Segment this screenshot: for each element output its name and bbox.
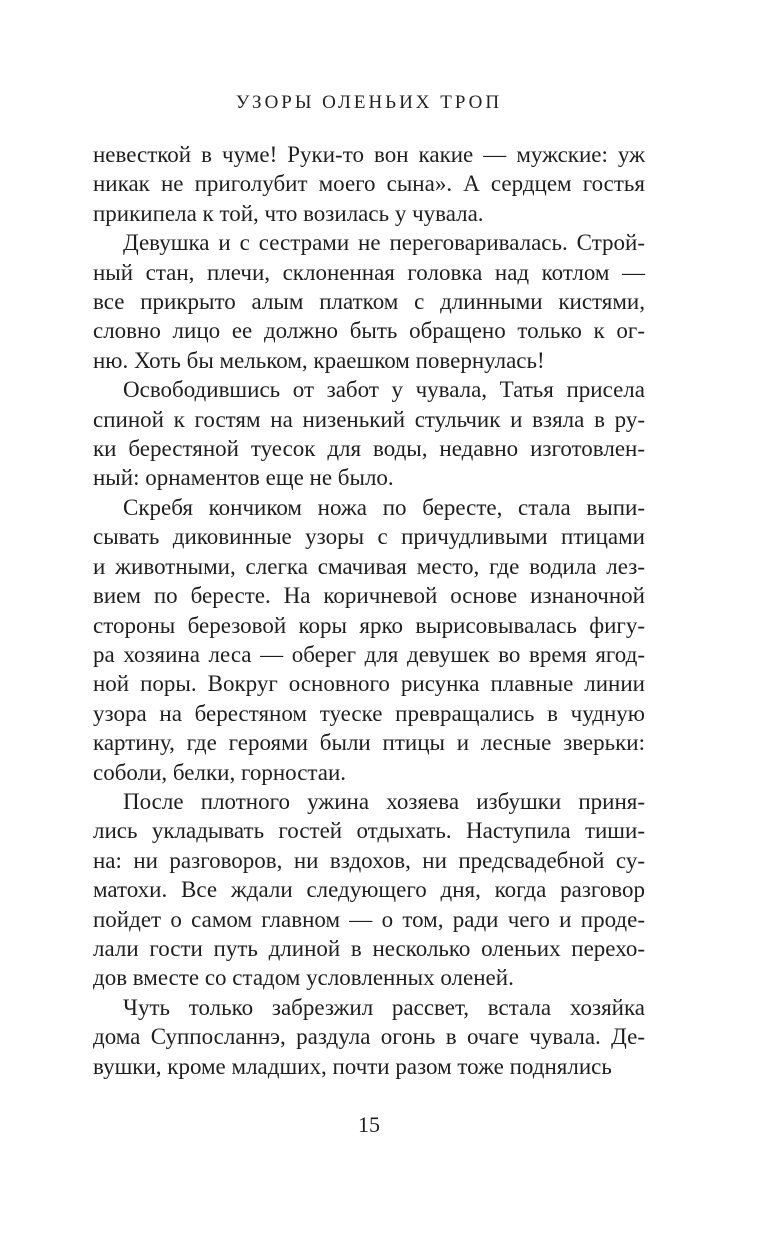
text-line: словно лицо ее должно быть обращено только к ог- bbox=[93, 318, 645, 344]
text-line: Чуть только забрезжил рассвет, встала хозяйка bbox=[123, 994, 645, 1020]
text-line: Скребя кончиком ножа по бересте, стала выпи- bbox=[123, 494, 645, 520]
text-line: дов вместе со стадом условленных оленей. bbox=[93, 965, 514, 991]
text-line: на: ни разговоров, ни вздохов, ни предсвадебной су- bbox=[93, 847, 645, 873]
text-line: все прикрыто алым платком с длинными кистями, bbox=[93, 289, 645, 315]
text-line: ный: орнаментов еще не было. bbox=[93, 465, 394, 491]
text-block bbox=[93, 140, 645, 1081]
paragraph bbox=[93, 140, 645, 228]
text-line: соболи, белки, горностаи. bbox=[93, 759, 347, 785]
text-line: пойдет о самом главном — о том, ради чего и проде- bbox=[93, 906, 645, 932]
text-line: прикипела к той, что возилась у чувала. bbox=[93, 200, 484, 226]
text-line: лали гости путь длиной в несколько оленьих перехо- bbox=[93, 935, 645, 961]
text-line: ню. Хоть бы мельком, краешком повернулась! bbox=[93, 347, 545, 373]
paragraph bbox=[93, 787, 645, 993]
paragraph bbox=[93, 993, 645, 1081]
text-line: ной поры. Вокруг основного рисунка плавные линии bbox=[93, 671, 645, 697]
text-line: матохи. Все ждали следующего дня, когда разговор bbox=[93, 877, 645, 903]
paragraph bbox=[93, 493, 645, 787]
text-line: дома Суппосланнэ, раздула огонь в очаге чувала. Де- bbox=[93, 1024, 645, 1050]
text-line: Девушка и с сестрами не переговаривалась. Строй- bbox=[123, 230, 645, 256]
text-line: сывать диковинные узоры с причудливыми птицами bbox=[93, 524, 645, 550]
text-line: спиной к гостям на низенький стульчик и взяла в ру- bbox=[93, 406, 645, 432]
text-line: ный стан, плечи, склоненная головка над котлом — bbox=[93, 259, 645, 285]
text-line: вием по бересте. На коричневой основе изнаночной bbox=[93, 583, 645, 609]
text-line: узора на берестяном туеске превращались в чудную bbox=[93, 700, 645, 726]
text-line: вушки, кроме младших, почти разом тоже поднялись bbox=[93, 1053, 612, 1079]
text-line: Освободившись от забот у чувала, Татья присела bbox=[123, 377, 645, 403]
text-line: ра хозяина леса — оберег для девушек во время ягод- bbox=[93, 641, 645, 667]
text-line: и животными, слегка смачивая место, где водила лез- bbox=[93, 553, 645, 579]
text-line: После плотного ужина хозяева избушки приня- bbox=[123, 788, 645, 814]
paragraph bbox=[93, 375, 645, 493]
text-line: ки берестяной туесок для воды, недавно изготовлен- bbox=[93, 436, 645, 462]
text-line: лись укладывать гостей отдыхать. Наступила тиши- bbox=[93, 818, 645, 844]
text-line: никак не приголубит моего сына». А сердцем гостья bbox=[93, 171, 645, 197]
page-number-label: 15 bbox=[358, 1112, 380, 1137]
running-head: УЗОРЫ ОЛЕНЬИХ ТРОП bbox=[235, 92, 503, 113]
text-line: стороны березовой коры ярко вырисовывалась фигу- bbox=[93, 612, 645, 638]
text-line: картину, где героями были птицы и лесные зверьки: bbox=[93, 730, 645, 756]
paragraph bbox=[93, 228, 645, 375]
text-line: невесткой в чуме! Руки-то вон какие — мужские: уж bbox=[93, 142, 645, 167]
